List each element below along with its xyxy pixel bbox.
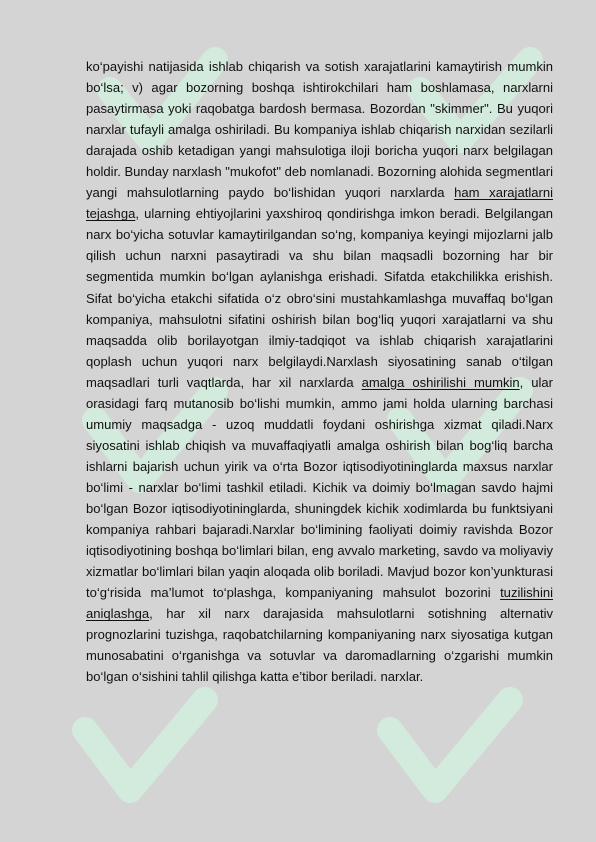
text-segment-1: ko‘payishi natijasida ishlab chiqarish va sotish xarajatlarini kamaytirish mumkin bo‘lsa; v) agar bozorning boshqa ishtirokchilari ham boshlamasa, narxlarni pasaytirmasa yoki raqobatga bardosh bermasa. Bozordan "skimmer". Bu yuqori narxlar tufayli amalga oshiriladi. Bu kompaniya ishlab chiqarish narxidan sezilarli darajada oshib ketadigan yangi mahsulotiga iloji boricha yuqori narx belgilagan holdir. Bunday narxlash "mukofot" deb nomlanadi. Bozorning alohida segmentlari yangi mahsulotlarning paydo bo‘lishidan yuqori narxlarda — [86, 59, 553, 201]
watermark-mark-bottom-left — [85, 700, 205, 790]
body-paragraph — [86, 56, 553, 687]
watermark-mark-bottom-right — [390, 700, 510, 790]
text-segment-2: , ularning ehtiyojlarini yaxshiroq qondirishga imkon beradi. Belgilangan narx bo‘yicha sotuvlar kamaytirilgandan so‘ng, kompaniya keyingi mijozlarni jalb qilish uchun narxni pasaytiradi va shu bilan maqsadli bozorning har bir segmentida mumkin bo‘lgan aylanishga erishadi. Sifatda etakchilikka erishish. Sifat bo‘yicha etakchi sifatida o‘z obro‘sini mustahkamlashga muvaffaq bo‘lgan kompaniya, mahsulotni sifatini oshirish bilan bog‘liq yuqori xarajatlarni va shu maqsadda olib borilayotgan ilmiy-tadqiqot va ishlab chiqarish xarajatlarini qoplash uchun yuqori narx belgilaydi.Narxlash siyosatining sanab o‘tilgan maqsadlari turli vaqtlarda, har xil narxlarda — [86, 206, 553, 390]
underlined-phrase-3: tuzilishini aniqlashga — [86, 585, 553, 622]
underlined-phrase-1: ham xarajatlarni tejashga — [86, 185, 553, 222]
underlined-phrase-2: amalga oshirilishi mumkin — [361, 374, 520, 390]
text-segment-4: , har xil narx darajasida mahsulotlarni sotishning alternativ prognozlarini tuzishga, raqobatchilarning kompaniyaning narx siyosatiga kutgan munosabatini o‘rganishga va sotuvlar va daromadlarning o‘zgarishi mumkin bo‘lgan o‘sishini tahlil qilishga katta e’tibor beriladi. narxlar. — [86, 606, 553, 685]
text-segment-3: , ular orasidagi farq mutanosib bo‘lishi mumkin, ammo jami holda ularning barchasi umumiy maqsadga - uzoq muddatli foydani oshirishga xizmat qiladi.Narx siyosatini ishlab chiqish va muvaffaqiyatli amalga oshirish bilan bog‘liq barcha ishlarni bajarish uchun yirik va o‘rta Bozor iqtisodiyotininglarda maxsus narxlar bo‘limi - narxlar bo‘limi tashkil etiladi. Kichik va doimiy bo‘lmagan savdo hajmi bo‘lgan Bozor iqtisodiyotininglarda, shuningdek kichik xodimlarda bu funktsiyani kompaniya rahbari bajaradi.Narxlar bo‘limining faoliyati doimiy ravishda Bozor iqtisodiyotining boshqa bo‘limlari bilan, eng avvalo marketing, savdo va moliyaviy xizmatlar bo‘limlari bilan yaqin aloqada olib boriladi. Mavjud bozor kon’yunkturasi to‘g‘risida ma’lumot to‘plashga, kompaniyaning mahsulot bozorini — [86, 374, 553, 601]
